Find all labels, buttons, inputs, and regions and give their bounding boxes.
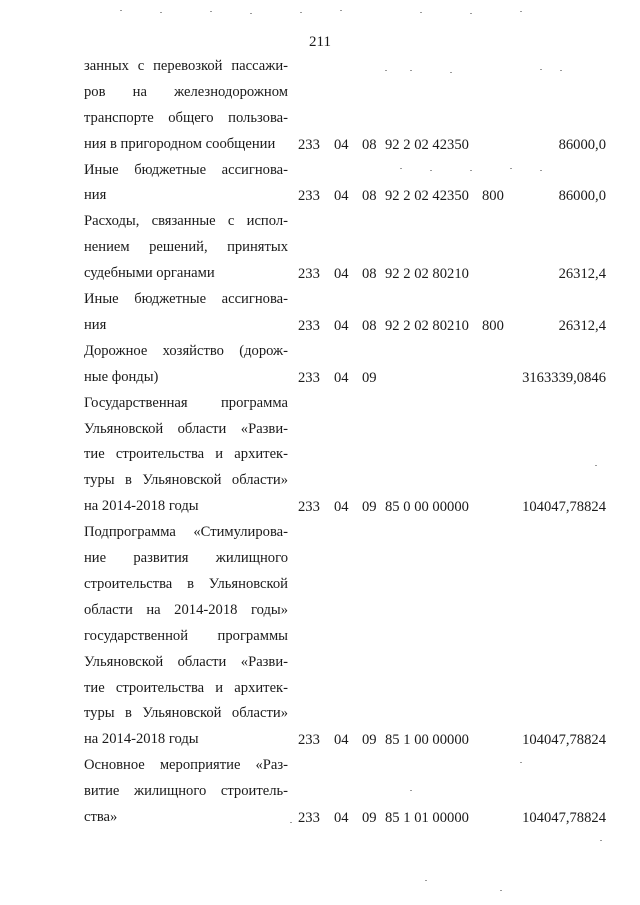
ved-code: 233	[298, 810, 320, 827]
description-line: занных с перевозкой пассажи-	[84, 58, 288, 74]
description-line: Иные бюджетные ассигнова-	[84, 291, 288, 308]
ved-code: 233	[298, 732, 320, 749]
row-description	[84, 753, 288, 831]
scan-speck	[430, 170, 432, 171]
description-line: государственной программы	[84, 627, 288, 644]
ved-code: 233	[298, 499, 320, 516]
rz-code: 04	[334, 188, 349, 205]
sum-value: 26312,4	[558, 317, 606, 334]
description-line: транспорте общего пользова-	[84, 109, 288, 126]
description-line: судебными органами	[84, 265, 215, 282]
row-description	[84, 339, 288, 391]
description-line: туры в Ульяновской области»	[84, 705, 288, 722]
sum-value: 86000,0	[558, 188, 606, 205]
scan-speck	[250, 13, 252, 14]
pr-code: 08	[362, 266, 377, 283]
scan-speck	[300, 12, 302, 13]
table-row	[0, 287, 640, 339]
description-line: ния в пригородном сообщении	[84, 135, 276, 152]
row-description	[84, 391, 288, 520]
rz-code: 04	[334, 732, 349, 749]
scan-speck	[540, 170, 542, 171]
rz-code: 04	[334, 136, 349, 153]
pr-code: 09	[362, 369, 377, 386]
ved-code: 233	[298, 369, 320, 386]
row-description	[84, 158, 288, 210]
scan-speck	[470, 13, 472, 14]
scan-speck	[420, 12, 422, 13]
table-row	[0, 520, 640, 753]
scan-speck	[520, 762, 522, 763]
description-line: ров на железнодорожном	[84, 83, 288, 100]
csr-code: 92 2 02 80210	[385, 317, 469, 334]
pr-code: 08	[362, 317, 377, 334]
scan-speck	[450, 72, 452, 73]
scan-speck	[340, 10, 342, 11]
rz-code: 04	[334, 369, 349, 386]
vr-code: 800	[482, 317, 504, 334]
description-line: Основное мероприятие «Раз-	[84, 757, 288, 774]
description-line: на 2014-2018 годы	[84, 731, 199, 748]
sum-value: 86000,0	[558, 136, 606, 153]
table-row	[0, 158, 640, 210]
sum-value: 104047,78824	[522, 499, 606, 516]
table-row	[0, 753, 640, 831]
scan-speck	[600, 840, 602, 841]
description-line: нением решений, принятых	[84, 239, 288, 256]
description-line: Ульяновской области «Разви-	[84, 653, 288, 670]
csr-code: 92 2 02 80210	[385, 266, 469, 283]
vr-code: 800	[482, 188, 504, 205]
description-line: ние развития жилищного	[84, 550, 288, 567]
rz-code: 04	[334, 810, 349, 827]
pr-code: 09	[362, 732, 377, 749]
scan-speck	[470, 170, 472, 171]
ved-code: 233	[298, 317, 320, 334]
description-line: ния	[84, 187, 107, 204]
row-description	[84, 54, 288, 158]
scan-speck	[425, 880, 427, 881]
row-description	[84, 209, 288, 287]
description-line: Расходы, связанные с испол-	[84, 213, 288, 230]
sum-value: 104047,78824	[522, 732, 606, 749]
rz-code: 04	[334, 499, 349, 516]
scan-speck	[560, 70, 562, 71]
description-line: Подпрограмма «Стимулирова-	[84, 524, 288, 541]
table-row	[0, 391, 640, 521]
description-line: тие строительства и архитек-	[84, 446, 288, 463]
scan-speck	[400, 168, 402, 169]
ved-code: 233	[298, 188, 320, 205]
pr-code: 09	[362, 810, 377, 827]
description-line: на 2014-2018 годы	[84, 498, 199, 515]
scan-speck	[290, 822, 292, 823]
description-line: ния	[84, 316, 107, 333]
scan-speck	[520, 11, 522, 12]
description-line: тие строительства и архитек-	[84, 679, 288, 696]
description-line: Ульяновской области «Разви-	[84, 420, 288, 437]
pr-code: 09	[362, 499, 377, 516]
table-row	[0, 339, 640, 391]
sum-value: 26312,4	[558, 266, 606, 283]
scan-speck	[410, 790, 412, 791]
rz-code: 04	[334, 317, 349, 334]
pr-code: 08	[362, 188, 377, 205]
scan-speck	[385, 70, 387, 71]
scan-speck	[410, 70, 412, 71]
description-line: витие жилищного строитель-	[84, 783, 288, 800]
sum-value: 3163339,0846	[522, 369, 606, 386]
scan-speck	[510, 168, 512, 169]
row-description	[84, 287, 288, 339]
scan-speck	[210, 11, 212, 12]
rz-code: 04	[334, 266, 349, 283]
description-line: Государственная программа	[84, 394, 288, 411]
scan-speck	[595, 465, 597, 466]
scan-speck	[540, 69, 542, 70]
description-line: Иные бюджетные ассигнова-	[84, 161, 288, 178]
csr-code: 92 2 02 42350	[385, 188, 469, 205]
description-line: Дорожное хозяйство (дорож-	[84, 342, 288, 359]
description-line: строительства в Ульяновской	[84, 575, 288, 592]
page-number: 211	[309, 34, 331, 50]
description-line: области на 2014-2018 годы»	[84, 601, 288, 618]
scan-speck	[120, 10, 122, 11]
description-line: ные фонды)	[84, 368, 159, 385]
sum-value: 104047,78824	[522, 810, 606, 827]
csr-code: 92 2 02 42350	[385, 136, 469, 153]
csr-code: 85 1 01 00000	[385, 810, 469, 827]
scan-speck	[160, 12, 162, 13]
table-row	[0, 209, 640, 287]
ved-code: 233	[298, 136, 320, 153]
csr-code: 85 0 00 00000	[385, 499, 469, 516]
description-line: туры в Ульяновской области»	[84, 472, 288, 489]
description-line: ства»	[84, 809, 118, 826]
csr-code: 85 1 00 00000	[385, 732, 469, 749]
pr-code: 08	[362, 136, 377, 153]
table-row	[0, 54, 640, 158]
row-description	[84, 520, 288, 753]
scan-speck	[500, 890, 502, 891]
ved-code: 233	[298, 266, 320, 283]
